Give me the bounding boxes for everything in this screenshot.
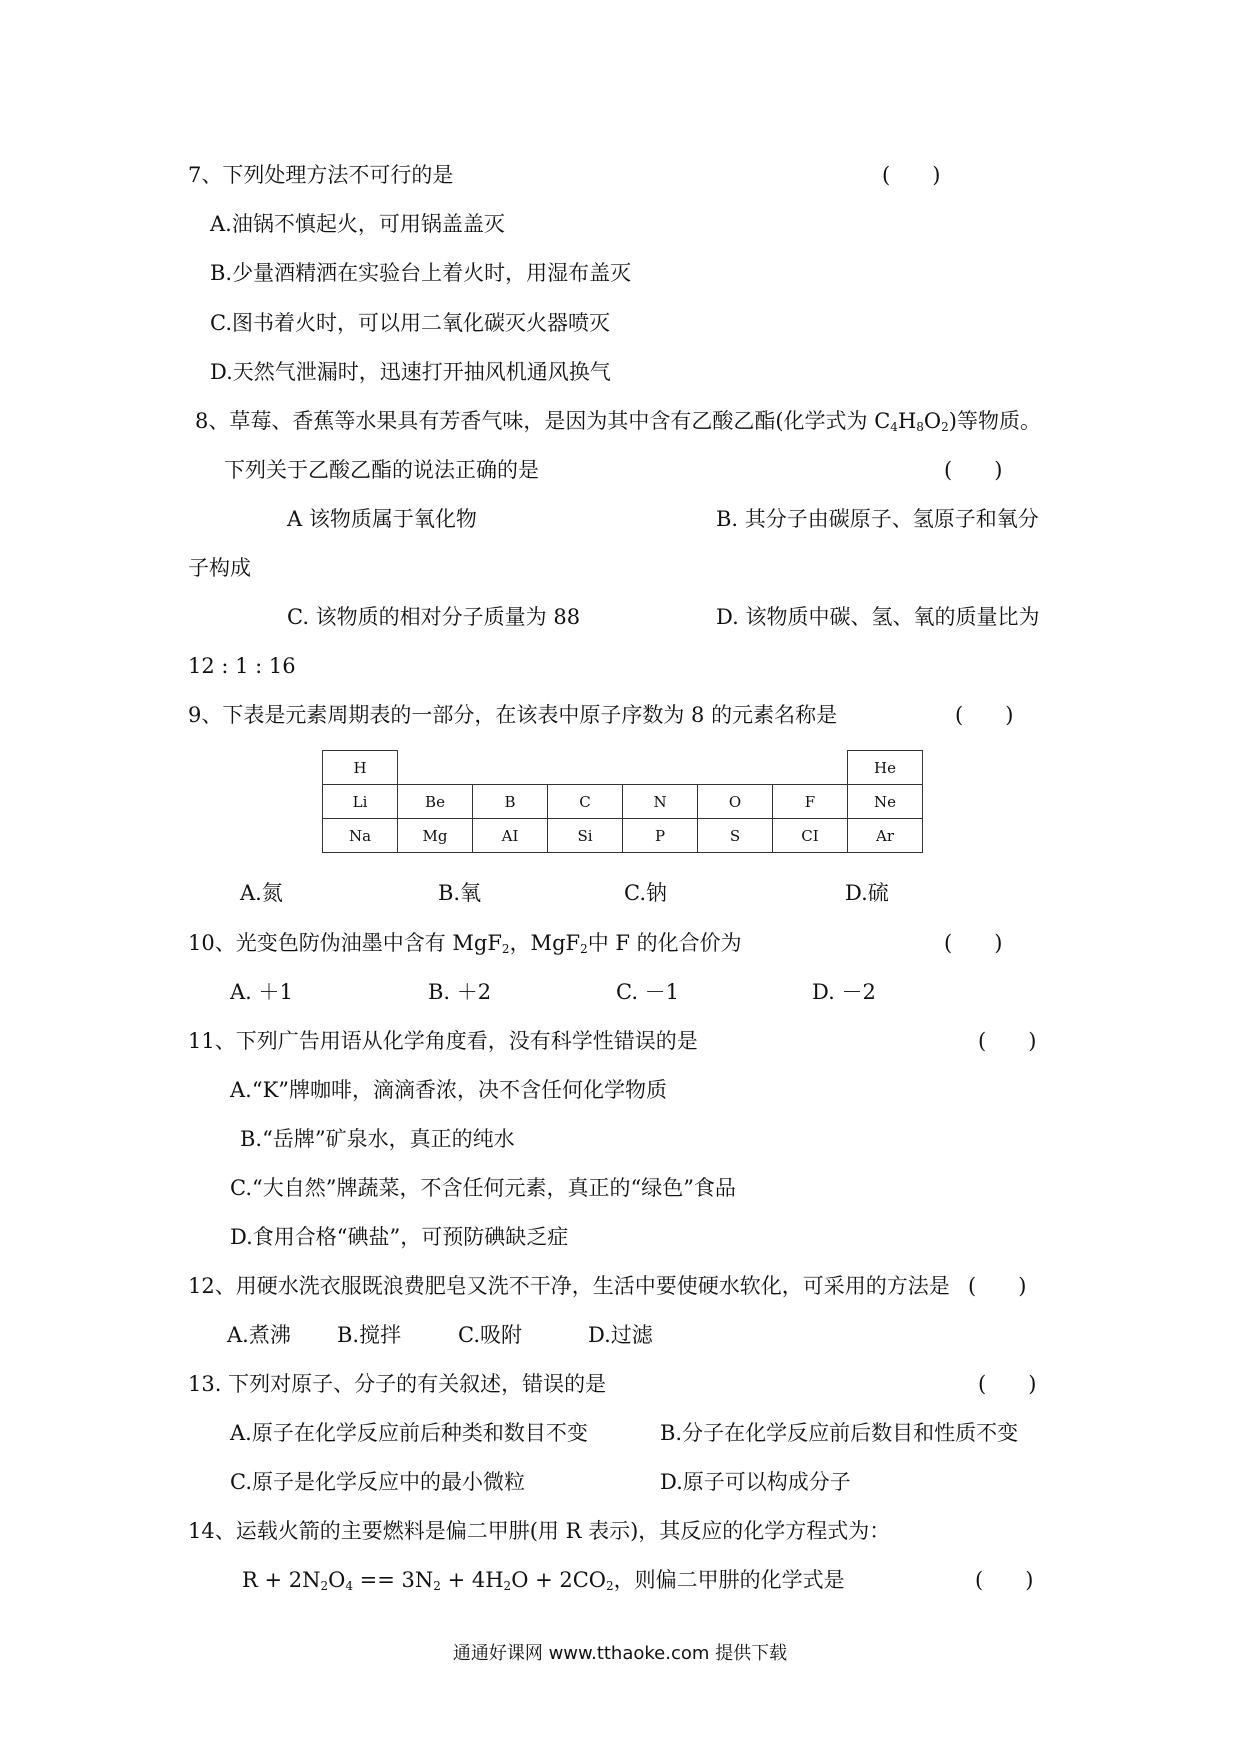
- empty-cell: [473, 751, 548, 785]
- element-cell: Mg: [398, 819, 473, 853]
- q12-stem: 12、用硬水洗衣服既浪费肥皂又洗不干净，生活中要使硬水软化，可采用的方法是: [188, 1274, 950, 1298]
- q13-answer-paren: ( ): [978, 1372, 1037, 1396]
- q13-option-a: A.原子在化学反应前后种类和数目不变: [230, 1421, 588, 1445]
- element-cell: He: [848, 751, 923, 785]
- element-cell: P: [623, 819, 698, 853]
- element-cell: Na: [323, 819, 398, 853]
- q12-option-a: A.煮沸: [227, 1323, 291, 1347]
- q7-stem: 7、下列处理方法不可行的是: [188, 163, 454, 187]
- q8-option-b-cont: 子构成: [188, 556, 251, 580]
- q13-option-c: C.原子是化学反应中的最小微粒: [230, 1470, 525, 1494]
- element-cell: F: [773, 785, 848, 819]
- element-cell: CI: [773, 819, 848, 853]
- q13-option-b: B.分子在化学反应前后数目和性质不变: [660, 1421, 1019, 1445]
- q7-option-a: A.油锅不慎起火，可用锅盖盖灭: [210, 212, 505, 236]
- q9-option-d: D.硫: [845, 881, 889, 905]
- q11-stem: 11、下列广告用语从化学角度看，没有科学性错误的是: [188, 1029, 698, 1053]
- q8-stem-line2: 下列关于乙酸乙酯的说法正确的是: [224, 458, 539, 482]
- q9-option-b: B.氧: [438, 881, 482, 905]
- q10-option-c: C. －1: [616, 980, 680, 1004]
- empty-cell: [548, 751, 623, 785]
- q10-option-a: A. ＋1: [230, 980, 293, 1004]
- element-cell: B: [473, 785, 548, 819]
- element-cell: Li: [323, 785, 398, 819]
- q14-answer-paren: ( ): [975, 1568, 1034, 1592]
- q10-option-d: D. －2: [812, 980, 876, 1004]
- q8-option-b: B. 其分子由碳原子、氢原子和氧分: [716, 507, 1039, 531]
- empty-cell: [623, 751, 698, 785]
- q14-stem: 14、运载火箭的主要燃料是偏二甲肼(用 R 表示)，其反应的化学方程式为：: [188, 1519, 891, 1543]
- element-cell: O: [698, 785, 773, 819]
- periodic-table: [322, 750, 923, 853]
- q12-option-d: D.过滤: [588, 1323, 653, 1347]
- q11-answer-paren: ( ): [978, 1029, 1037, 1053]
- q11-option-d: D.食用合格“碘盐”，可预防碘缺乏症: [230, 1225, 569, 1249]
- q8-option-d: D. 该物质中碳、氢、氧的质量比为: [716, 605, 1040, 629]
- q7-option-c: C.图书着火时，可以用二氧化碳灭火器喷灭: [210, 311, 610, 335]
- q12-option-c: C.吸附: [458, 1323, 522, 1347]
- q11-option-c: C.“大自然”牌蔬菜，不含任何元素，真正的“绿色”食品: [230, 1176, 736, 1200]
- q9-answer-paren: ( ): [955, 703, 1014, 727]
- q9-option-c: C.钠: [624, 881, 667, 905]
- q8-option-c: C. 该物质的相对分子质量为 88: [287, 605, 581, 629]
- empty-cell: [773, 751, 848, 785]
- element-cell: H: [323, 751, 398, 785]
- q13-stem: 13. 下列对原子、分子的有关叙述，错误的是: [188, 1372, 607, 1396]
- q10-answer-paren: ( ): [944, 931, 1003, 955]
- element-cell: Ar: [848, 819, 923, 853]
- q7-answer-paren: ( ): [882, 163, 941, 187]
- q8-option-a: A 该物质属于氧化物: [287, 507, 477, 531]
- q13-option-d: D.原子可以构成分子: [660, 1470, 851, 1494]
- q10-option-b: B. ＋2: [428, 980, 492, 1004]
- q10-stem: 10、光变色防伪油墨中含有 MgF$_2$，MgF$_2$中 F 的化合价为: [188, 931, 742, 956]
- q9-option-a: A.氮: [240, 881, 283, 905]
- element-cell: Si: [548, 819, 623, 853]
- element-cell: Be: [398, 785, 473, 819]
- q12-answer-paren: ( ): [968, 1274, 1027, 1298]
- element-cell: N: [623, 785, 698, 819]
- q14-equation: $R + 2N_2O_4 == 3N_2 + 4H_2O + 2CO_2$，则偏二甲肼的化学式是: [242, 1568, 845, 1593]
- q11-option-b: B.“岳牌”矿泉水，真正的纯水: [240, 1127, 515, 1151]
- q8-option-d-cont: 12 : 1 : 16: [188, 654, 296, 678]
- q7-option-b: B.少量酒精洒在实验台上着火时，用湿布盖灭: [210, 261, 632, 285]
- q9-stem: 9、下表是元素周期表的一部分，在该表中原子序数为 8 的元素名称是: [188, 703, 838, 727]
- q12-option-b: B.搅拌: [337, 1323, 402, 1347]
- empty-cell: [698, 751, 773, 785]
- q8-answer-paren: ( ): [944, 458, 1003, 482]
- element-cell: C: [548, 785, 623, 819]
- q8-stem: 8、草莓、香蕉等水果具有芳香气味，是因为其中含有乙酸乙酯(化学式为 $C_4H_8O_2$)等物质。: [195, 409, 1041, 434]
- q11-option-a: A.“K”牌咖啡，滴滴香浓，决不含任何化学物质: [230, 1078, 667, 1102]
- empty-cell: [398, 751, 473, 785]
- element-cell: Ne: [848, 785, 923, 819]
- element-cell: AI: [473, 819, 548, 853]
- footer-credit: 通通好课网 www.tthaoke.com 提供下载: [452, 1643, 788, 1664]
- q7-option-d: D.天然气泄漏时，迅速打开抽风机通风换气: [210, 360, 611, 384]
- element-cell: S: [698, 819, 773, 853]
